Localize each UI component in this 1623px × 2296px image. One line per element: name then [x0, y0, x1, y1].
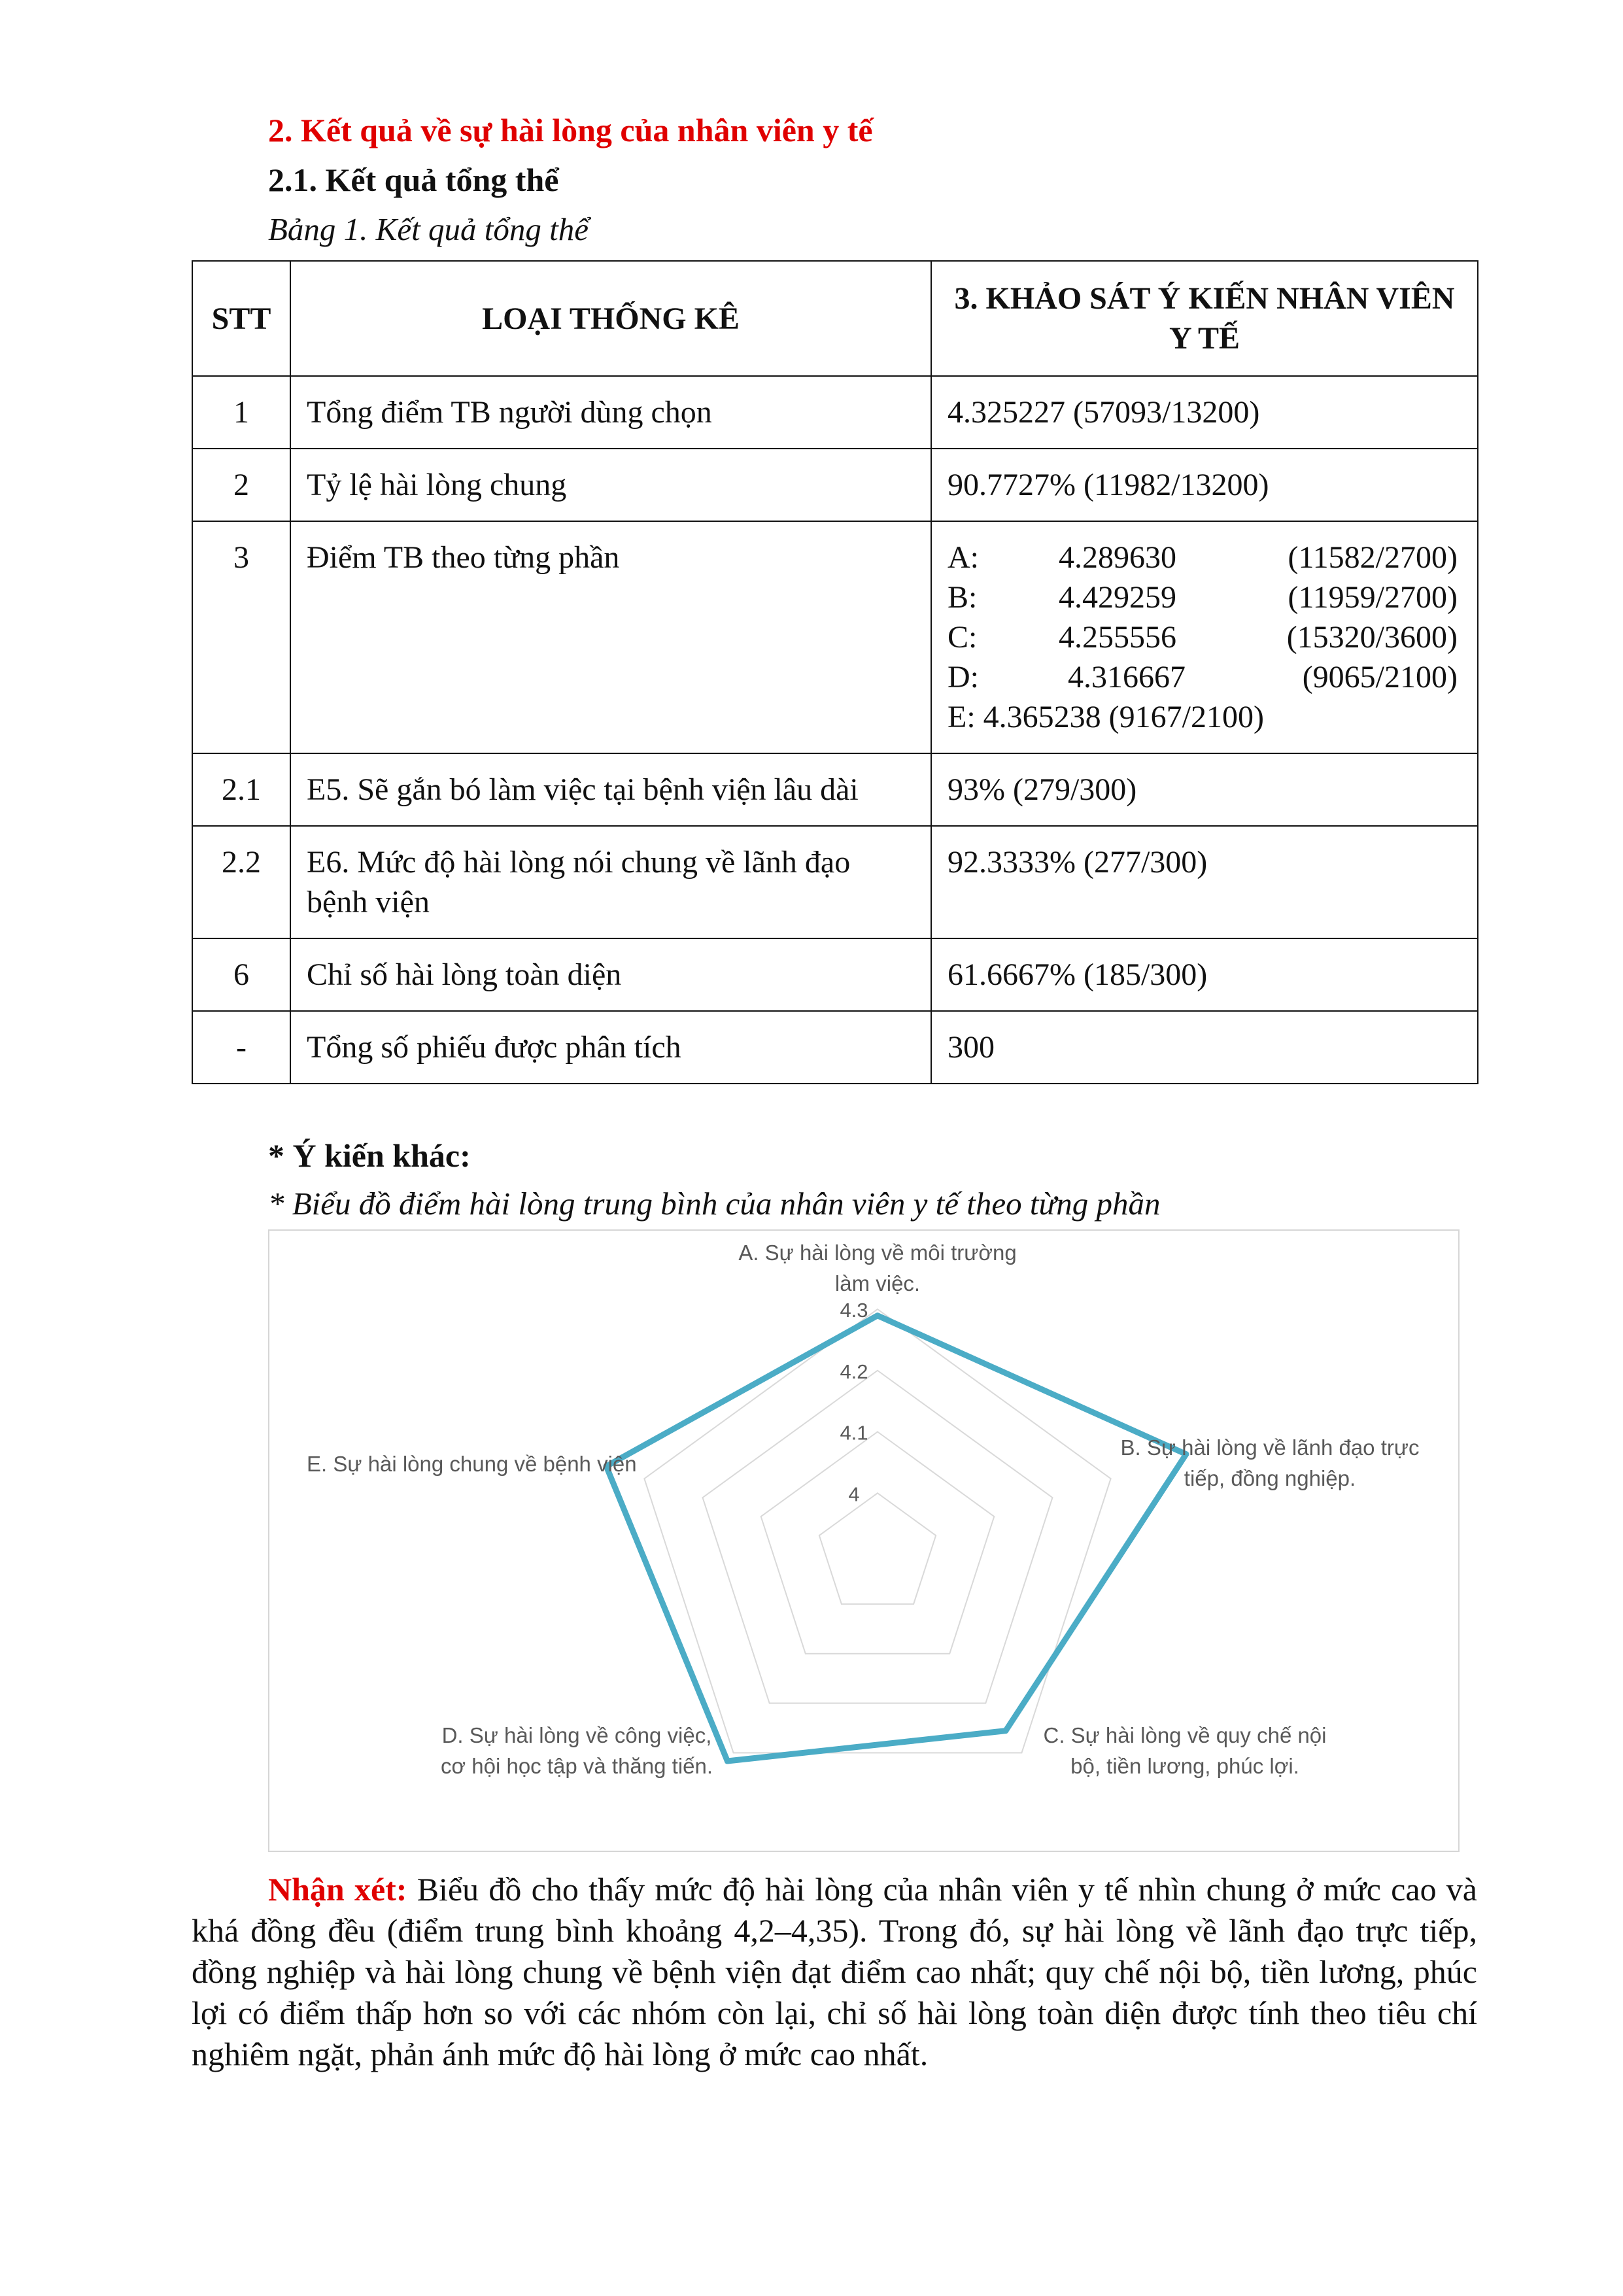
- category-label: tiếp, đồng nghiệp.: [1184, 1466, 1356, 1490]
- category-label: D. Sự hài lòng về công việc,: [441, 1723, 712, 1747]
- table-row: [192, 376, 1478, 449]
- category-label: E. Sự hài lòng chung về bệnh viện: [307, 1452, 637, 1476]
- comment-paragraph: [192, 1869, 1477, 2075]
- tick-label: 4: [848, 1482, 860, 1506]
- section-score-b: B: 4.429259 (11959/2700): [948, 580, 1458, 615]
- header-type: LOẠI THỐNG KÊ: [290, 261, 931, 376]
- section-score-d: D: 4.316667 (9065/2100): [948, 660, 1458, 694]
- table-caption: Bảng 1. Kết quả tổng thể: [268, 211, 589, 247]
- table-row: [192, 449, 1478, 521]
- cell-value: 93% (279/300): [931, 753, 1478, 826]
- cell-stt: 3: [192, 521, 290, 753]
- data-point: [1002, 1728, 1008, 1734]
- cell-value: 90.7727% (11982/13200): [931, 449, 1478, 521]
- chart-caption: * Biểu đồ điểm hài lòng trung bình của nhân viên y tế theo từng phần: [268, 1186, 1161, 1222]
- comment-text: Biểu đồ cho thấy mức độ hài lòng của nhân viên y tế nhìn chung ở mức cao và khá đồng đều (điểm trung bình khoảng 4,2–4,35). Trong đó, sự hài lòng về lãnh đạo trực tiếp, đồng nghiệp và hài lòng chung về bệnh viện đạt điểm cao nhất; quy chế nội bộ, tiền lương, phúc lợi có điểm thấp hơn so với các nhóm còn lại, chỉ số hài lòng toàn diện được tính theo tiêu chí nghiêm ngặt, phản ánh mức độ hài lòng ở mức cao nhất.: [192, 1871, 1477, 2072]
- grid-ring-0: [819, 1493, 936, 1604]
- cell-type: Tỷ lệ hài lòng chung: [290, 449, 931, 521]
- cell-value: 4.325227 (57093/13200): [931, 376, 1478, 449]
- cell-type: E5. Sẽ gắn bó làm việc tại bệnh viện lâu dài: [290, 753, 931, 826]
- table-row: [192, 521, 1478, 753]
- cell-stt: 2: [192, 449, 290, 521]
- other-opinions-heading: * Ý kiến khác:: [268, 1137, 471, 1174]
- subsection-heading: 2.1. Kết quả tổng thể: [268, 162, 559, 198]
- cell-type: E6. Mức độ hài lòng nói chung về lãnh đạo bệnh viện: [290, 826, 931, 938]
- cell-stt: 2.1: [192, 753, 290, 826]
- category-label: bộ, tiền lương, phúc lợi.: [1070, 1754, 1299, 1778]
- cell-type: Điểm TB theo từng phần: [290, 521, 931, 753]
- cell-type: Tổng điểm TB người dùng chọn: [290, 376, 931, 449]
- tick-label: 4.3: [840, 1299, 868, 1322]
- section-heading: 2. Kết quả về sự hài lòng của nhân viên y tế: [268, 112, 873, 148]
- cell-stt: 6: [192, 938, 290, 1011]
- table-row: [192, 1011, 1478, 1084]
- category-label: cơ hội học tập và thăng tiến.: [440, 1754, 713, 1778]
- results-table: [192, 260, 1478, 1084]
- table-row: [192, 826, 1478, 938]
- tick-label: 4.1: [840, 1421, 868, 1445]
- section-score-e: E: 4.365238 (9167/2100): [948, 700, 1264, 734]
- category-label: làm việc.: [834, 1271, 921, 1295]
- table-row: [192, 753, 1478, 826]
- series-line: [606, 1316, 1186, 1761]
- cell-value: 92.3333% (277/300): [931, 826, 1478, 938]
- cell-stt: 1: [192, 376, 290, 449]
- section-score-c: C: 4.255556 (15320/3600): [948, 620, 1458, 655]
- cell-type: Chỉ số hài lòng toàn diện: [290, 938, 931, 1011]
- cell-stt: -: [192, 1011, 290, 1084]
- category-label: C. Sự hài lòng về quy chế nội: [1043, 1723, 1327, 1747]
- cell-value: 61.6667% (185/300): [931, 938, 1478, 1011]
- cell-section-scores: [931, 521, 1478, 753]
- grid-ring-1: [761, 1432, 995, 1654]
- header-survey: 3. KHẢO SÁT Ý KIẾN NHÂN VIÊN Y TẾ: [931, 261, 1478, 376]
- cell-value: 300: [931, 1011, 1478, 1084]
- radar-chart-svg: [269, 1231, 1461, 1853]
- category-label: A. Sự hài lòng về môi trường: [738, 1241, 1017, 1265]
- category-label: B. Sự hài lòng về lãnh đạo trực: [1120, 1435, 1420, 1460]
- header-stt: STT: [192, 261, 290, 376]
- grid-ring-3: [644, 1309, 1110, 1753]
- radar-chart: [268, 1229, 1460, 1852]
- table-header-row: [192, 261, 1478, 376]
- section-score-a: A: 4.289630 (11582/2700): [948, 540, 1458, 575]
- comment-lead: Nhận xét:: [268, 1871, 407, 1908]
- cell-type: Tổng số phiếu được phân tích: [290, 1011, 931, 1084]
- table-row: [192, 938, 1478, 1011]
- tick-label: 4.2: [840, 1360, 868, 1383]
- data-point: [725, 1758, 730, 1764]
- data-point: [875, 1312, 881, 1318]
- cell-stt: 2.2: [192, 826, 290, 938]
